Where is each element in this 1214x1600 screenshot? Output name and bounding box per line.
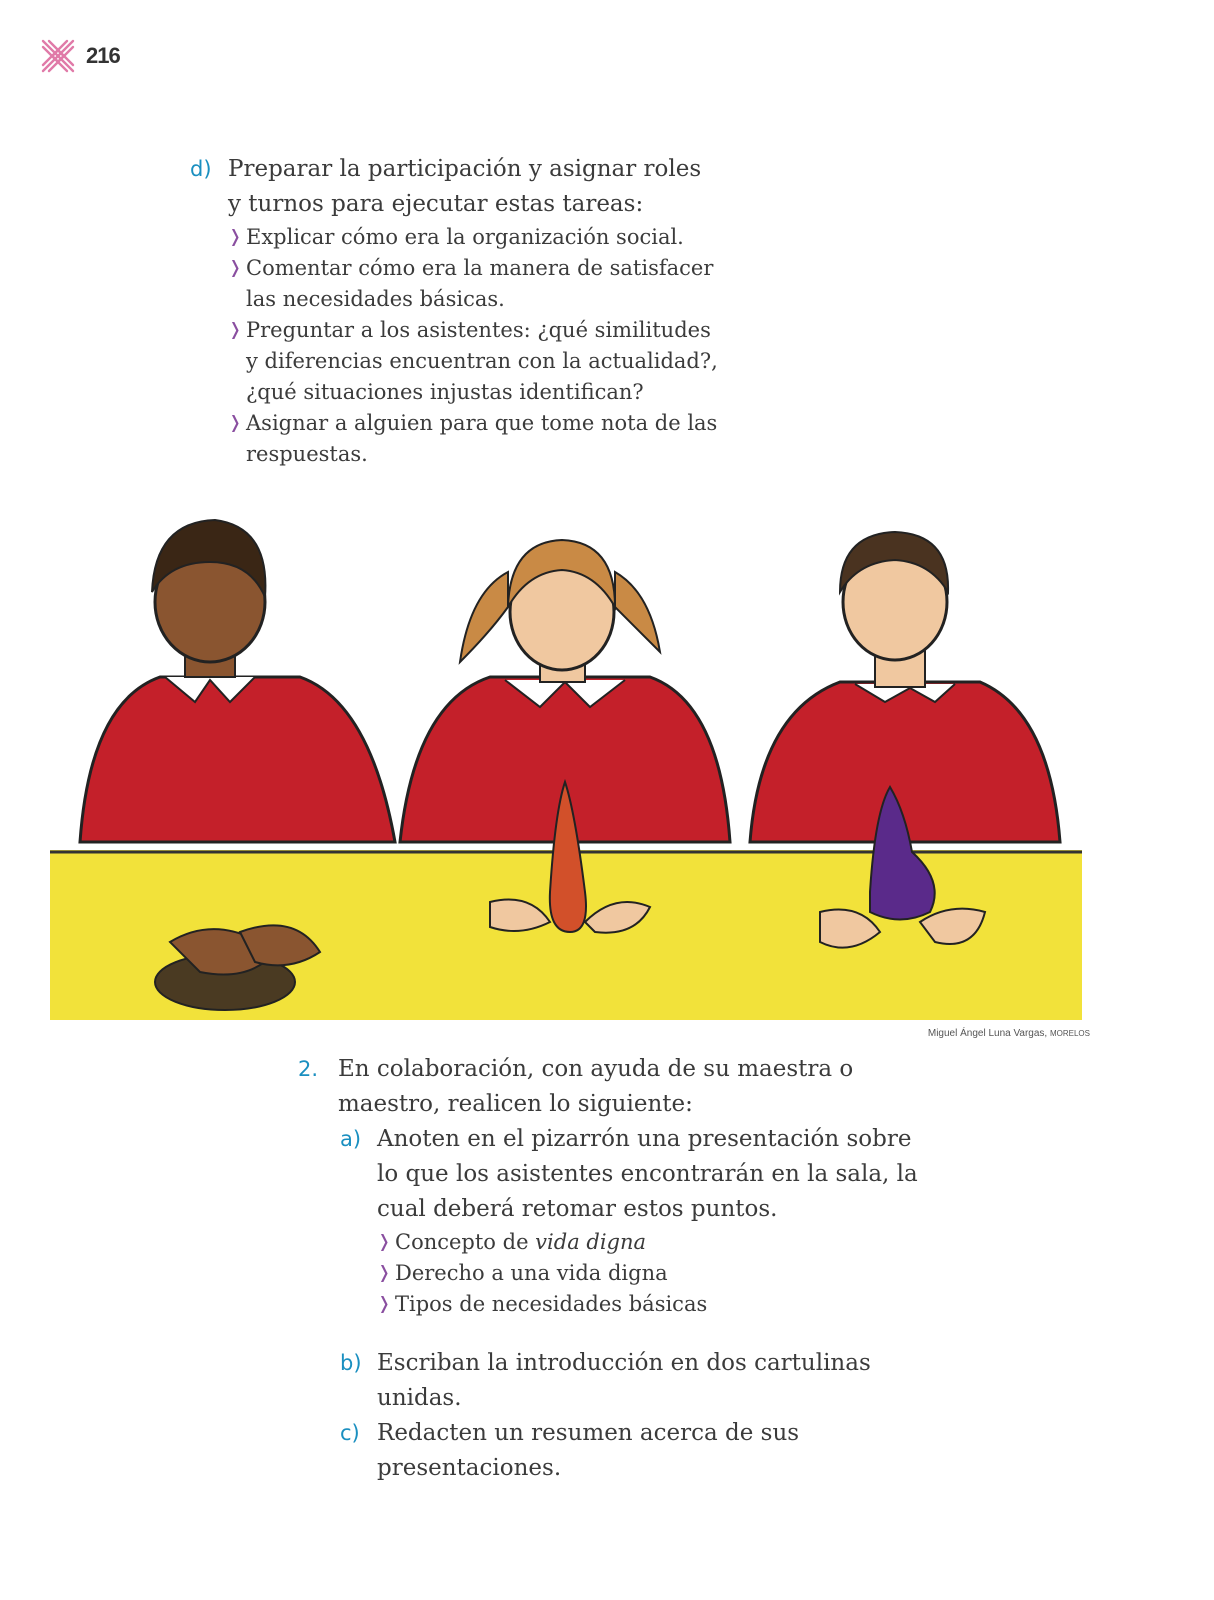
- children-illustration: [50, 512, 1082, 1020]
- bullet-chevron-icon: ❭: [228, 258, 243, 278]
- bullet-chevron-icon: ❭: [228, 227, 243, 247]
- page-header: [40, 38, 120, 74]
- item-marker: d): [190, 157, 212, 181]
- section-d-line: Preparar la participación y asignar roles: [228, 156, 702, 182]
- illustration-credit: Miguel Ángel Luna Vargas, MORELOS: [927, 1028, 1090, 1039]
- list-item: ❭ Comentar cómo era la manera de satisfacer las necesidades básicas.: [228, 253, 718, 315]
- bullet-list: [190, 222, 718, 470]
- item-2c: c) Redacten un resumen acerca de sus presentaciones.: [298, 1416, 918, 1486]
- item-2: 2. En colaboración, con ayuda de su maestra o maestro, realicen lo siguiente: a) Anoten en el pizarrón una presentación sobre lo que los asistentes encontrarán en la sala, la cual deberá retomar estos puntos. ❭ Concepto de vida digna ❭ Derecho a una vida digna ❭ Tipos de necesidades básicas b) Escriban la introducción en dos cartulinas unidas. c) Redacten un resumen acerca de sus presentaciones.: [298, 1052, 918, 1486]
- decorative-logo-icon: [40, 38, 76, 74]
- list-item: ❭ Preguntar a los asistentes: ¿qué similitudes y diferencias encuentran con la actualidad?, ¿qué situaciones injustas identifican?: [228, 315, 718, 408]
- item-number: 2.: [298, 1057, 319, 1081]
- list-item: ❭ Derecho a una vida digna: [377, 1258, 918, 1289]
- bullet-list: [340, 1227, 918, 1320]
- item-marker: c): [340, 1421, 360, 1445]
- item-2a: a) Anoten en el pizarrón una presentación sobre lo que los asistentes encontrarán en la sala, la cual deberá retomar estos puntos. ❭ Concepto de vida digna ❭ Derecho a una vida digna ❭ Tipos de necesidades básicas: [298, 1122, 918, 1320]
- item-2b: b) Escriban la introducción en dos cartulinas unidas.: [298, 1346, 918, 1416]
- bullet-chevron-icon: ❭: [377, 1263, 392, 1283]
- list-item: ❭ Explicar cómo era la organización social.: [228, 222, 718, 253]
- bullet-chevron-icon: ❭: [377, 1294, 392, 1314]
- page-number: 216: [86, 43, 120, 68]
- bullet-chevron-icon: ❭: [228, 320, 243, 340]
- list-item: ❭ Tipos de necesidades básicas: [377, 1289, 918, 1320]
- item-marker: a): [340, 1127, 362, 1151]
- bullet-chevron-icon: ❭: [228, 413, 243, 433]
- item-marker: b): [340, 1351, 362, 1375]
- list-item: ❭ Concepto de vida digna: [377, 1227, 918, 1258]
- list-item: ❭ Asignar a alguien para que tome nota de las respuestas.: [228, 408, 718, 470]
- section-d-line: y turnos para ejecutar estas tareas:: [228, 191, 644, 217]
- bullet-chevron-icon: ❭: [377, 1232, 392, 1252]
- section-d: [190, 152, 718, 470]
